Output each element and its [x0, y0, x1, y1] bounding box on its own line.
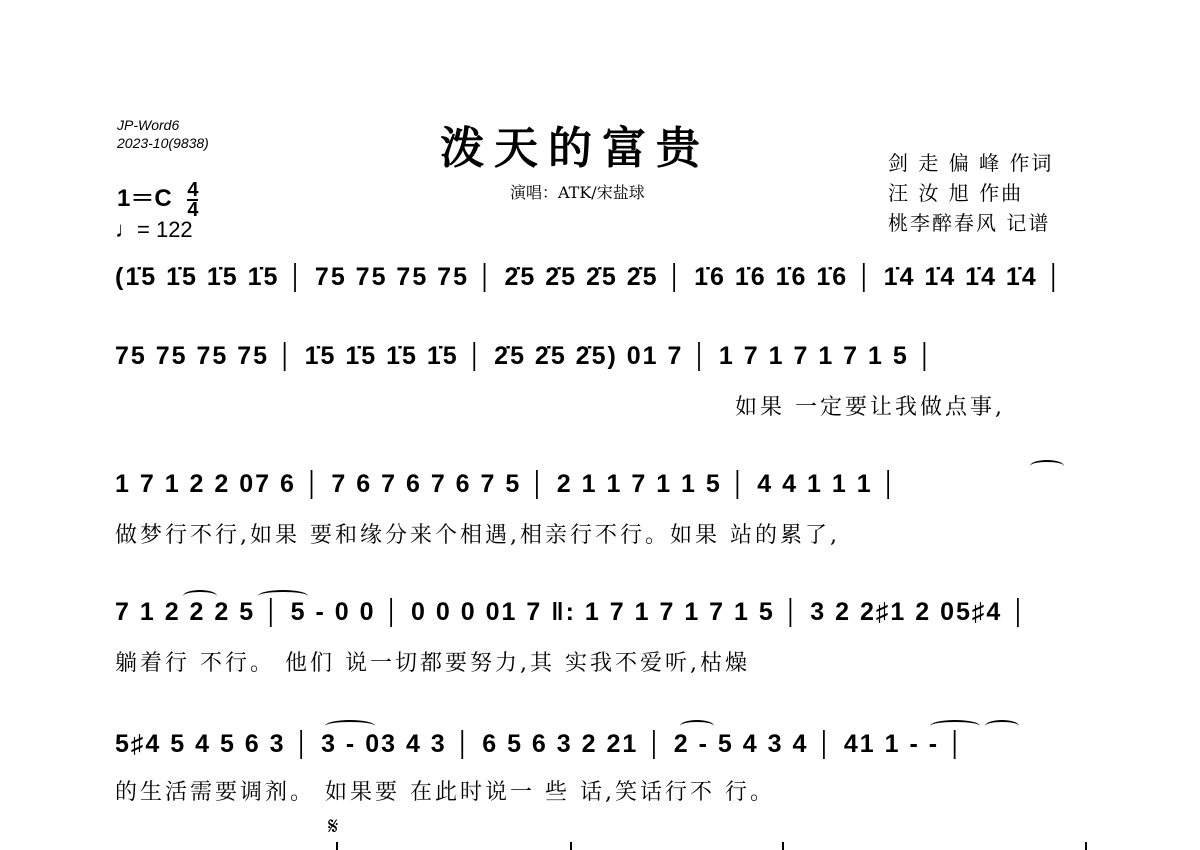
barline [570, 842, 572, 850]
lyrics-row-3: 做梦行不行,如果 要和缘分来个相遇,相亲行不行。如果 站的累了, [115, 523, 840, 548]
composer-credit: 汪 汝 旭 作曲 [888, 181, 1024, 205]
barline [1085, 842, 1087, 850]
tie-mark [680, 720, 714, 732]
time-bottom: 4 [187, 198, 199, 221]
key-signature [117, 178, 199, 219]
notation-row-3: 1 7 1 2 2 07 6 │ 7 6 7 6 7 6 7 5 │ 2 1 1 7 1 1 5 │ 4 4 1 1 1 │ [115, 470, 900, 498]
quarter-note-icon: ♩ [115, 217, 137, 242]
lyricist-credit: 剑 走 偏 峰 作词 [888, 151, 1054, 175]
tie-mark [183, 590, 217, 602]
tempo-value: = 122 [137, 217, 193, 242]
notation-row-1: (1̇5 1̇5 1̇5 1̇5 │ 75 75 75 75 │ 2̇5 2̇5 2̇5 2̇5 │ 1̇6 1̇6 1̇6 1̇6 │ 1̇4 1̇4 1̇4 1̇4 │ [115, 263, 1065, 291]
time-top: 4 [187, 178, 199, 201]
song-title: 泼天的富贵 [440, 123, 710, 174]
tie-mark [930, 720, 980, 732]
time-signature [186, 178, 199, 221]
tie-mark [985, 720, 1019, 732]
segno-icon: 𝄋 [328, 812, 339, 840]
barline [782, 842, 784, 850]
notation-row-5: 5♯4 5 4 5 6 3 │ 3 - 03 4 3 │ 6 5 6 3 2 21 │ 2 - 5 4 3 4 │ 41 1 - - │ [115, 730, 966, 758]
singer-line: 演唱：ATK/宋盐球 [510, 183, 645, 202]
notation-row-2: 75 75 75 75 │ 1̇5 1̇5 1̇5 1̇5 │ 2̇5 2̇5 2̇5) 01 7 │ 1 7 1 7 1 7 1 5 │ [115, 342, 936, 370]
tempo-marking [115, 217, 193, 243]
tie-mark [258, 590, 308, 602]
lyrics-row-2: 如果 一定要让我做点事, [735, 395, 1005, 420]
notation-row-4: 7 1 2 2 2 5 │ 5 - 0 0 │ 0 0 0 01 7 ‖: 1 7 1 7 1 7 1 5 │ 3 2 2♯1 2 05♯4 │ [115, 598, 1029, 626]
lyrics-row-4: 躺着行 不行。 他们 说一切都要努力,其 实我不爱听,枯燥 [115, 651, 750, 676]
key-label: 1＝C [117, 185, 172, 212]
date-label: 2023-10(9838) [117, 135, 209, 151]
lyrics-row-5: 的生活需要调剂。 如果要 在此时说一 些 话,笑话行不 行。 [115, 780, 775, 805]
transcriber-credit: 桃李醉春风 记谱 [888, 211, 1051, 235]
software-label: JP-Word6 [117, 117, 180, 133]
barline [336, 842, 338, 850]
tie-mark [325, 720, 375, 732]
tie-mark [1030, 460, 1064, 472]
